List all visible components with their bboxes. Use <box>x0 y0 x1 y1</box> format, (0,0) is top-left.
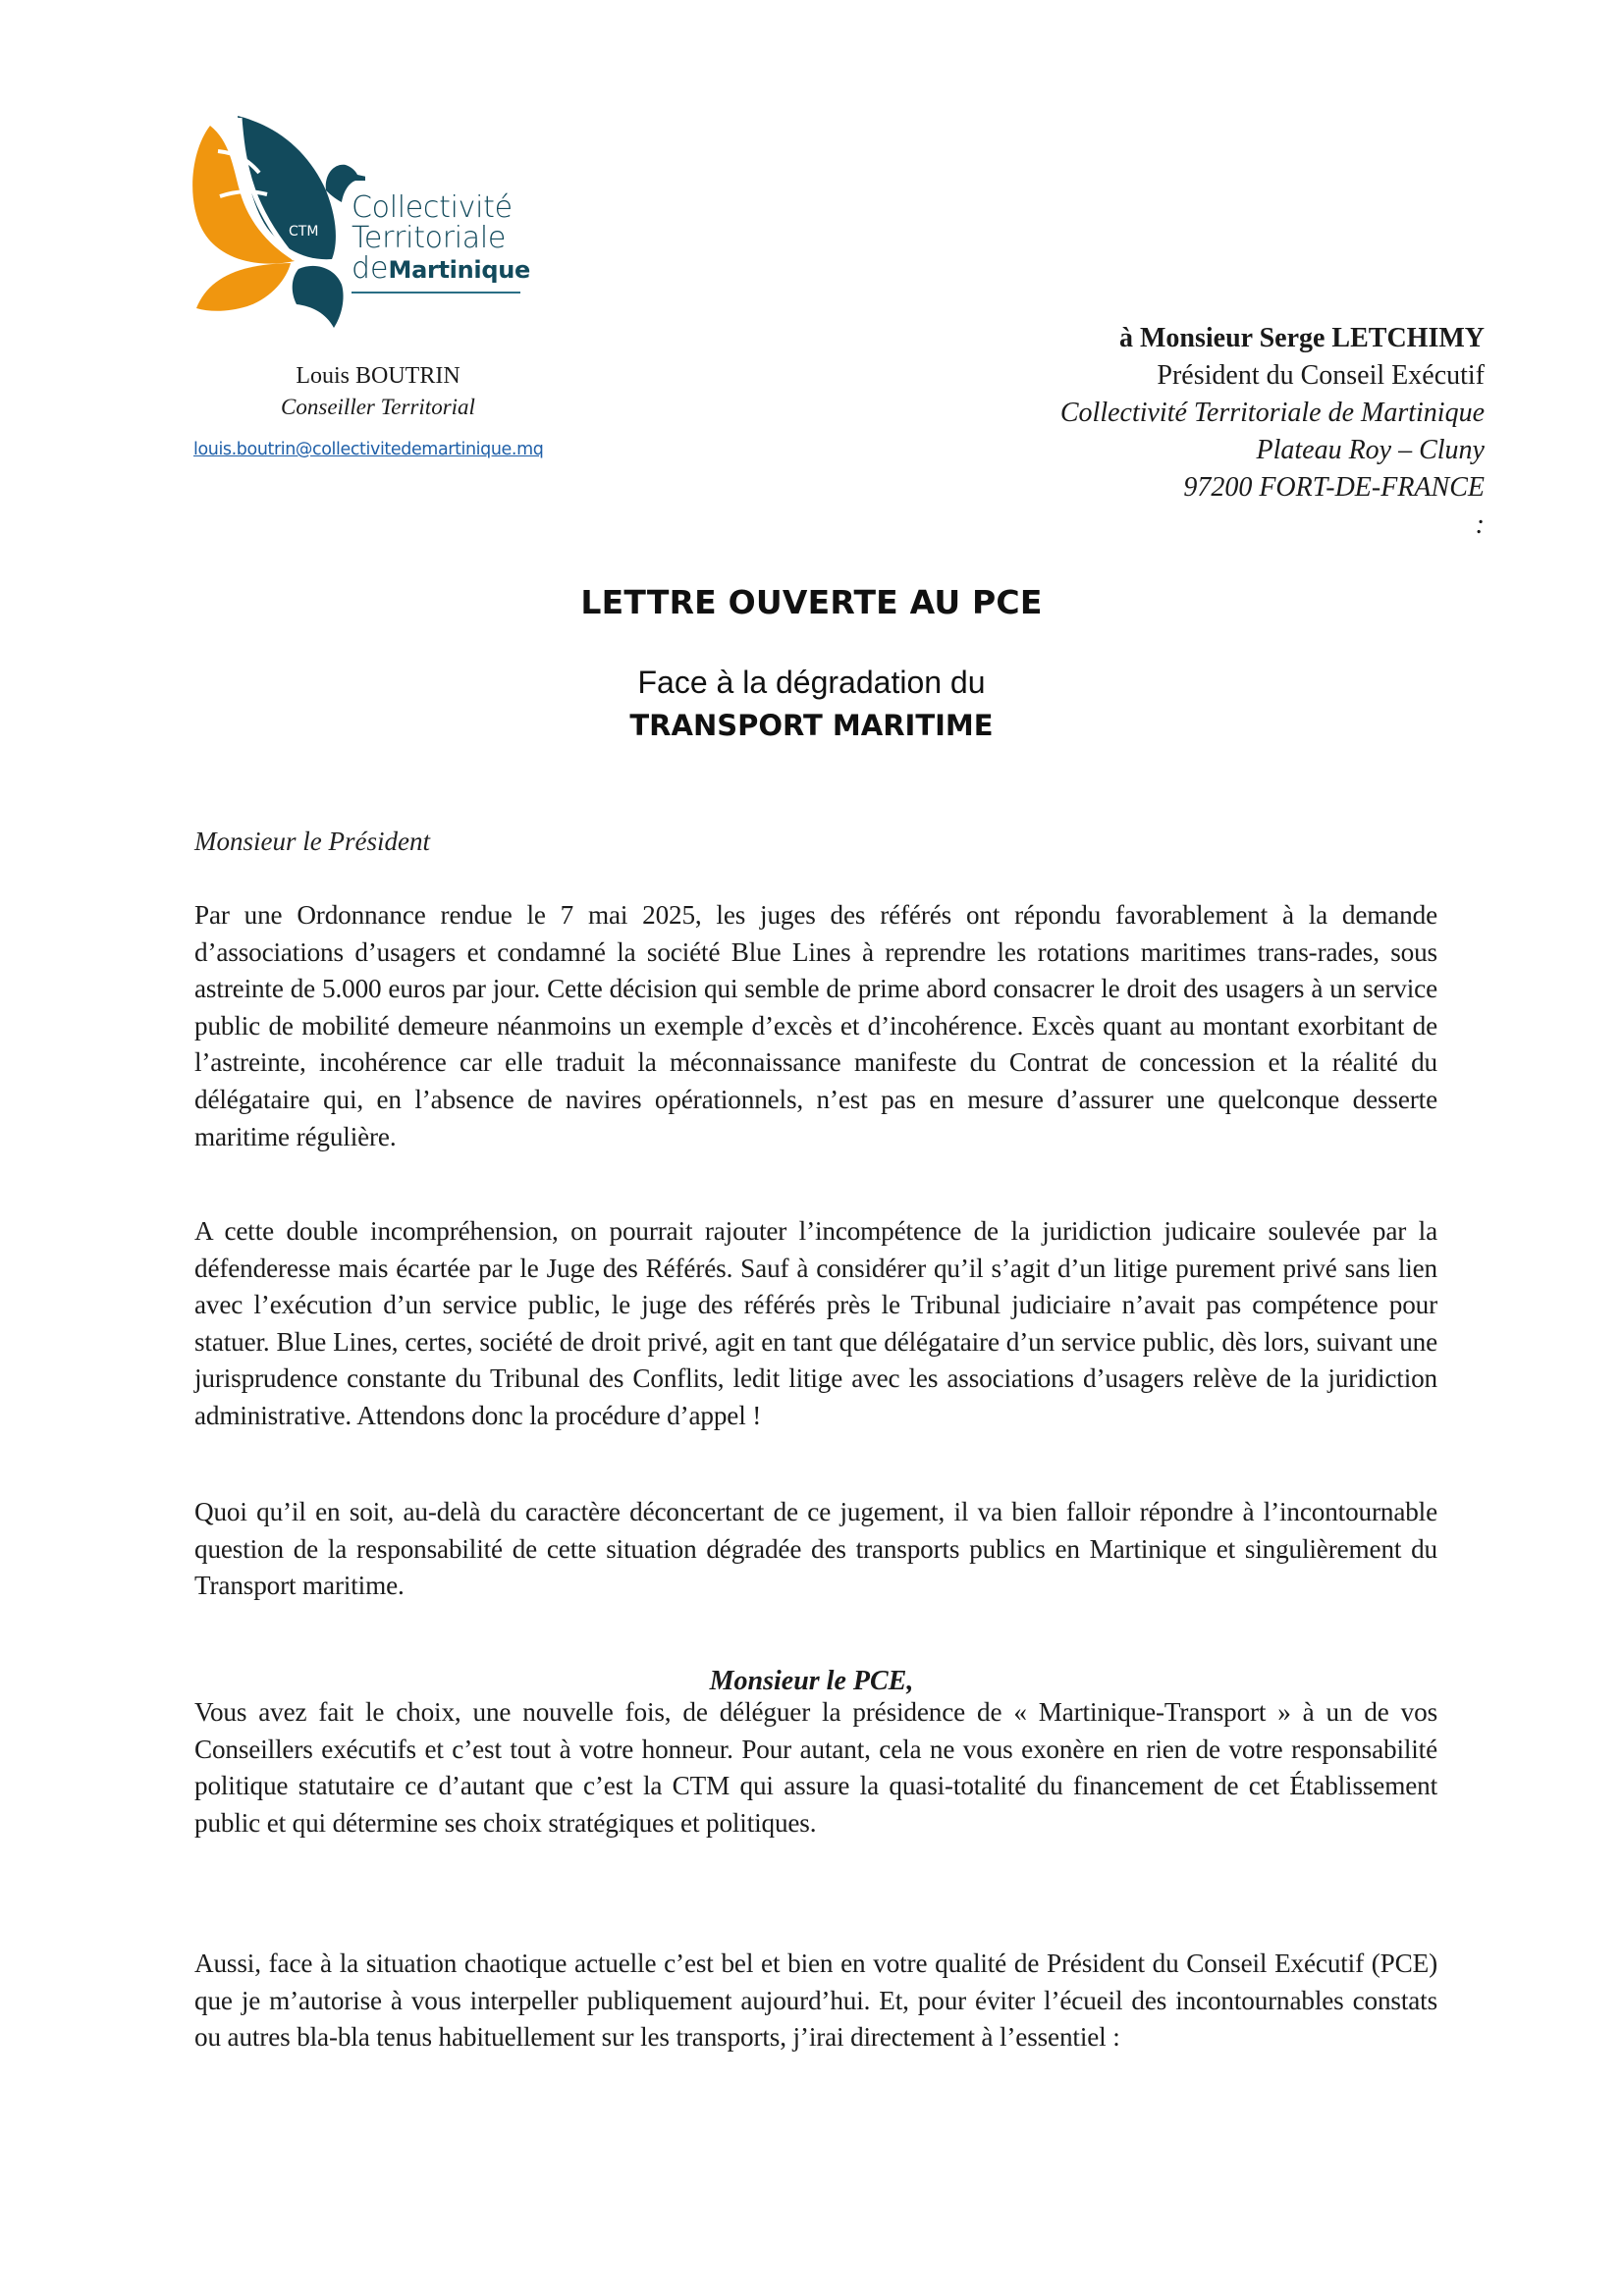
logo-line-2: Territoriale <box>352 221 507 255</box>
letter-subtitle-line-2: TRANSPORT MARITIME <box>629 709 994 742</box>
logo-wordmark <box>352 192 530 286</box>
mid-salutation: Monsieur le PCE, <box>709 1666 914 1696</box>
logo-monogram: CTM <box>289 224 319 240</box>
recipient-block <box>1060 320 1485 544</box>
sender-email-link[interactable]: louis.boutrin@collectivitedemartinique.mq <box>193 440 544 459</box>
salutation: Monsieur le Président <box>194 827 430 856</box>
hummingbird-butterfly-icon <box>189 112 365 328</box>
body-paragraph-3 <box>194 1494 1437 1605</box>
sender-name: Louis BOUTRIN <box>296 363 460 389</box>
logo-underline <box>352 292 520 294</box>
paragraph-text: Vous avez fait le choix, une nouvelle fois, de déléguer la présidence de « Martinique-Transport » à un de vos Conseillers exécutifs et c’est tout à votre honneur. Pour autant, cela ne vous exonère en rien de votre responsabilité politique statutaire ce d’autant que c’est la CTM qui assure la quasi-totalité du financement de cet Établissement public et qui détermine ses choix stratégiques et politiques. <box>194 1697 1437 1838</box>
body-paragraph-2 <box>194 1213 1437 1435</box>
paragraph-text: Aussi, face à la situation chaotique actuelle c’est bel et bien en votre qualité de Président du Conseil Exécutif (PCE) que je m’autorise à vous interpeller publiquement aujourd’hui. Et, pour éviter l’écueil des incontournables constats ou autres bla-bla tenus habituellement sur les transports, j’irai directement à l’essentiel : <box>194 1949 1437 2053</box>
paragraph-text: A cette double incompréhension, on pourrait rajouter l’incompétence de la juridiction judicaire soulevée par la défenderesse mais écartée par le Juge des Référés. Sauf à considérer qu’il s’agit d’un litige purement privé sans lien avec l’exécution d’un service public, le juge des référés près le Tribunal judiciaire n’avait pas compétence pour statuer. Blue Lines, certes, société de droit privé, agit en tant que délégataire d’un service public, dès lors, suivant une jurisprudence constante du Tribunal des Conflits, ledit litige avec les associations d’usagers relève de la juridiction administrative. Attendons donc la procédure d’appel ! <box>194 1216 1437 1430</box>
paragraph-text: Quoi qu’il en soit, au-delà du caractère déconcertant de ce jugement, il va bien falloir répondre à l’incontournable question de la responsabilité de cette situation dégradée des transports publics en Martinique et singulièrement du Transport maritime. <box>194 1497 1437 1601</box>
letter-subtitle-line-1: Face à la dégradation du <box>637 665 986 700</box>
logo-line-3 <box>352 253 530 286</box>
recipient-org: Collectivité Territoriale de Martinique <box>1059 398 1485 428</box>
paragraph-text: Par une Ordonnance rendue le 7 mai 2025, les juges des référés ont répondu favorablement à la demande d’associations d’usagers et condamné la société Blue Lines à reprendre les rotations maritimes trans-rades, sous astreinte de 5.000 euros par jour. Cette décision qui semble de prime abord consacrer le droit des usagers à un service public de mobilité demeure néanmoins un exemple d’excès et d’incohérence. Excès quant au montant exorbitant de l’astreinte, incohérence car elle traduit la méconnaissance manifeste du Contrat de concession et la réalité du délégataire qui, en l’absence de navires opérationnels, n’est pas en mesure d’assurer une quelconque desserte maritime régulière. <box>194 900 1437 1151</box>
recipient-trailing-colon: : <box>1475 509 1485 540</box>
recipient-street: Plateau Roy – Cluny <box>1256 435 1485 465</box>
body-paragraph-4 <box>194 1694 1437 1842</box>
logo-line-1: Collectivité <box>352 190 513 225</box>
body-paragraph-5 <box>194 1946 1437 2056</box>
sender-block <box>193 361 560 459</box>
logo-line-3-bold: Martinique <box>388 256 530 284</box>
recipient-city: 97200 FORT-DE-FRANCE <box>1183 472 1485 503</box>
body-paragraph-1 <box>194 897 1437 1155</box>
recipient-title: Président du Conseil Exécutif <box>1157 360 1485 391</box>
recipient-name: à Monsieur Serge LETCHIMY <box>1118 323 1485 353</box>
letter-title: LETTRE OUVERTE AU PCE <box>580 583 1043 621</box>
sender-role: Conseiller Territorial <box>281 395 475 419</box>
logo-line-3-prefix: de <box>352 251 389 286</box>
